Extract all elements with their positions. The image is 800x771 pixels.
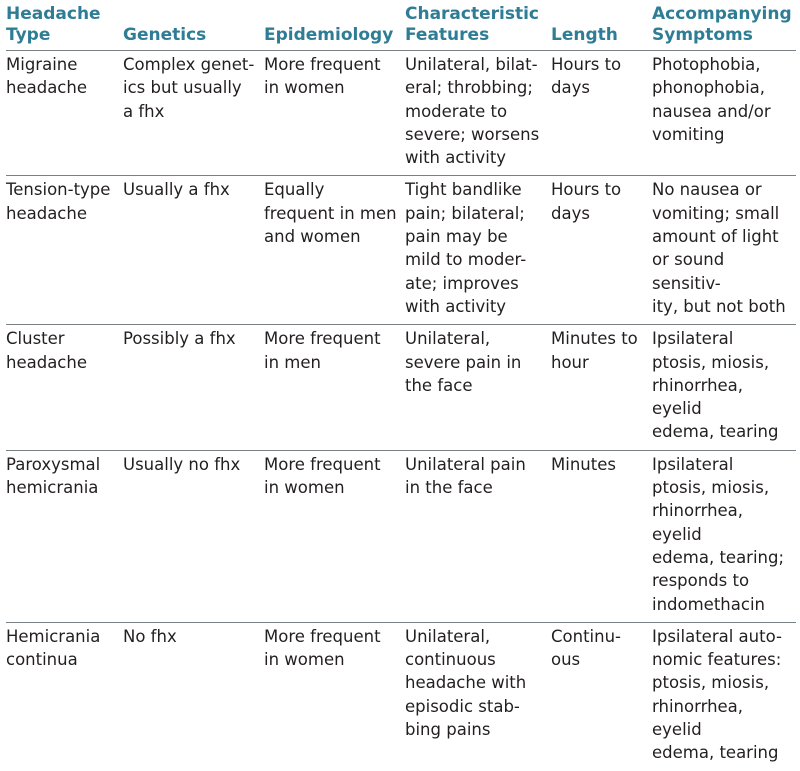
cell-genetics: Complex genet- ics but usually a fhx [123, 51, 264, 176]
header-text: Length [551, 25, 618, 45]
cell-genetics: Possibly a fhx [123, 325, 264, 450]
cell-length: Minutes to hour [551, 325, 652, 450]
cell-epidemiology: More frequent in men [264, 325, 405, 450]
cell-genetics: Usually no fhx [123, 450, 264, 622]
cell-features: Tight bandlike pain; bilateral; pain may be mild to moder- ate; improves with activity [405, 176, 551, 325]
headache-types-table [6, 4, 796, 771]
header-text: Headache Type [6, 4, 101, 45]
cell-genetics: Usually a fhx [123, 176, 264, 325]
cell-features: Unilateral, continuous headache with episodic stab- bing pains [405, 622, 551, 770]
cell-epidemiology: Equally frequent in men and women [264, 176, 405, 325]
header-characteristic-features [405, 4, 551, 51]
cell-symptoms: Photophobia, phonophobia, nausea and/or vomiting [652, 51, 796, 176]
cell-length: Hours to days [551, 51, 652, 176]
cell-symptoms: Ipsilateral ptosis, miosis, rhinorrhea, eyelid edema, tearing [652, 325, 796, 450]
cell-length: Hours to days [551, 176, 652, 325]
cell-features: Unilateral, severe pain in the face [405, 325, 551, 450]
header-epidemiology [264, 4, 405, 51]
header-text: Genetics [123, 25, 207, 45]
table-header-row [6, 4, 796, 51]
table-row-cluster [6, 325, 796, 450]
cell-symptoms: No nausea or vomiting; small amount of light or sound sensitiv- ity, but not both [652, 176, 796, 325]
header-text: Characteristic Features [405, 4, 539, 45]
cell-type: Tension-type headache [6, 176, 123, 325]
header-text: Accompanying Symptoms [652, 4, 792, 45]
cell-epidemiology: More frequent in women [264, 622, 405, 770]
header-accompanying-symptoms [652, 4, 796, 51]
table-row-tension-type [6, 176, 796, 325]
cell-type: Paroxysmal hemicrania [6, 450, 123, 622]
table-row-paroxysmal-hemicrania [6, 450, 796, 622]
header-length [551, 4, 652, 51]
cell-type: Cluster headache [6, 325, 123, 450]
table-row-migraine [6, 51, 796, 176]
header-headache-type [6, 4, 123, 51]
cell-type: Migraine headache [6, 51, 123, 176]
cell-features: Unilateral pain in the face [405, 450, 551, 622]
cell-symptoms: Ipsilateral ptosis, miosis, rhinorrhea, eyelid edema, tearing; responds to indomethacin [652, 450, 796, 622]
cell-length: Continu- ous [551, 622, 652, 770]
cell-epidemiology: More frequent in women [264, 51, 405, 176]
cell-epidemiology: More frequent in women [264, 450, 405, 622]
cell-type: Hemicrania continua [6, 622, 123, 770]
cell-genetics: No fhx [123, 622, 264, 770]
cell-length: Minutes [551, 450, 652, 622]
header-genetics [123, 4, 264, 51]
table-row-hemicrania-continua [6, 622, 796, 770]
header-text: Epidemiology [264, 25, 394, 45]
cell-symptoms: Ipsilateral auto- nomic features: ptosis, miosis, rhinorrhea, eyelid edema, tearing [652, 622, 796, 770]
cell-features: Unilateral, bilat- eral; throbbing; moderate to severe; worsens with activity [405, 51, 551, 176]
